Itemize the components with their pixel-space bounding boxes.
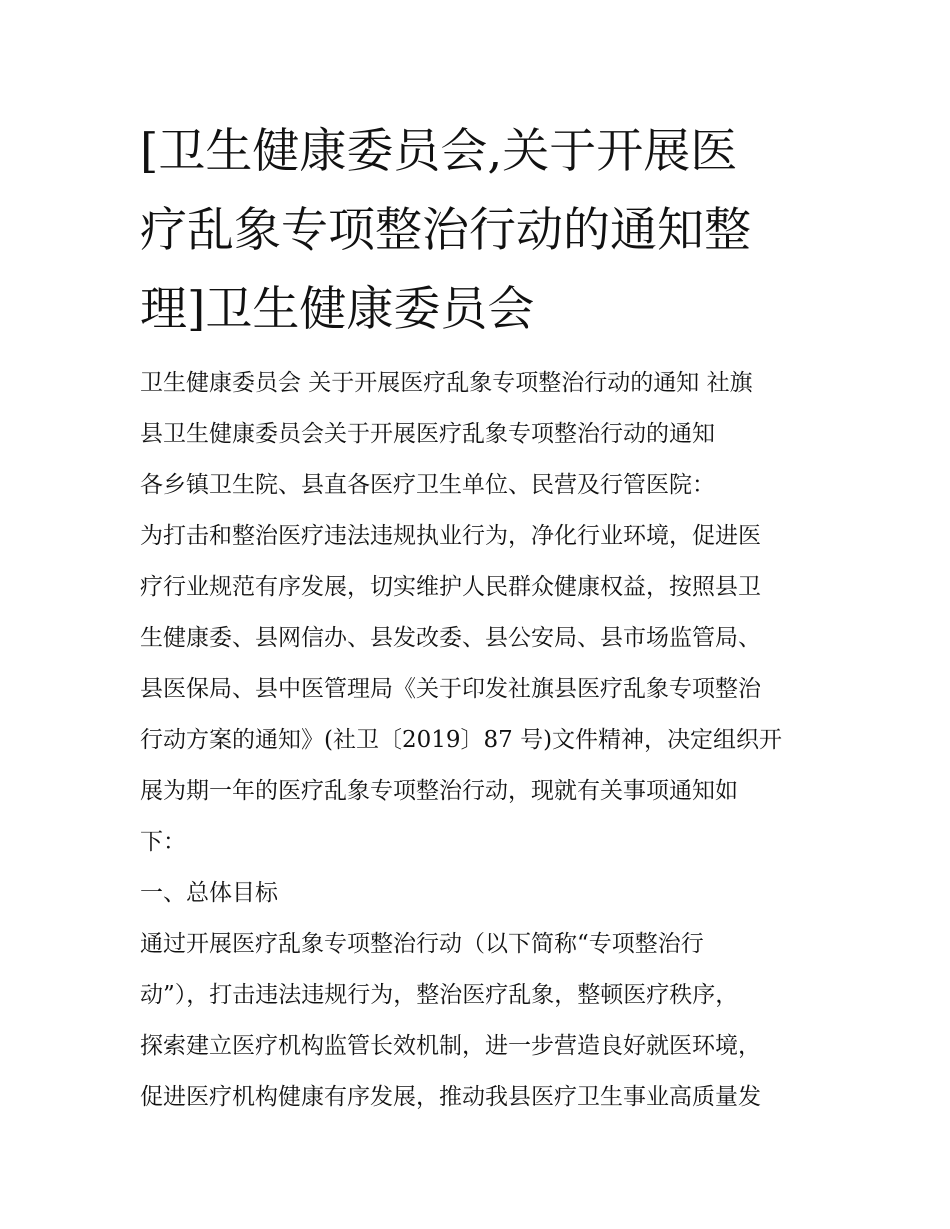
section-heading: 一、总体目标	[140, 880, 278, 906]
body-line: 下：	[140, 829, 186, 855]
body-line: 通过开展医疗乱象专项整治行动（以下简称“专项整治行	[140, 931, 704, 957]
body-line: 行动方案的通知》(社卫〔2019〕87 号)文件精神，决定组织开	[140, 727, 783, 753]
body-line: 探索建立医疗机构监管长效机制，进一步营造良好就医环境，	[140, 1033, 761, 1059]
document-title	[140, 112, 820, 349]
body-line: 生健康委、县网信办、县发改委、县公安局、县市场监管局、	[140, 625, 761, 651]
title-line: [卫生健康委员会,关于开展医	[140, 124, 738, 179]
body-line: 展为期一年的医疗乱象专项整治行动，现就有关事项通知如	[140, 778, 738, 804]
body-line: 县卫生健康委员会关于开展医疗乱象专项整治行动的通知	[140, 421, 715, 447]
body-line: 疗行业规范有序发展，切实维护人民群众健康权益，按照县卫	[140, 574, 761, 600]
title-line: 疗乱象专项整治行动的通知整	[140, 203, 751, 258]
salutation-line: 各乡镇卫生院、县直各医疗卫生单位、民营及行管医院：	[140, 472, 715, 498]
body-line: 促进医疗机构健康有序发展，推动我县医疗卫生事业高质量发	[140, 1084, 761, 1110]
title-line: 理]卫生健康委员会	[140, 282, 535, 337]
body-line: 卫生健康委员会 关于开展医疗乱象专项整治行动的通知 社旗	[140, 370, 753, 396]
body-line: 县医保局、县中医管理局《关于印发社旗县医疗乱象专项整治	[140, 676, 761, 702]
document-body	[140, 358, 820, 1123]
body-line: 动”），打击违法违规行为，整治医疗乱象，整顿医疗秩序，	[140, 982, 739, 1008]
body-line: 为打击和整治医疗违法违规执业行为，净化行业环境，促进医	[140, 523, 761, 549]
